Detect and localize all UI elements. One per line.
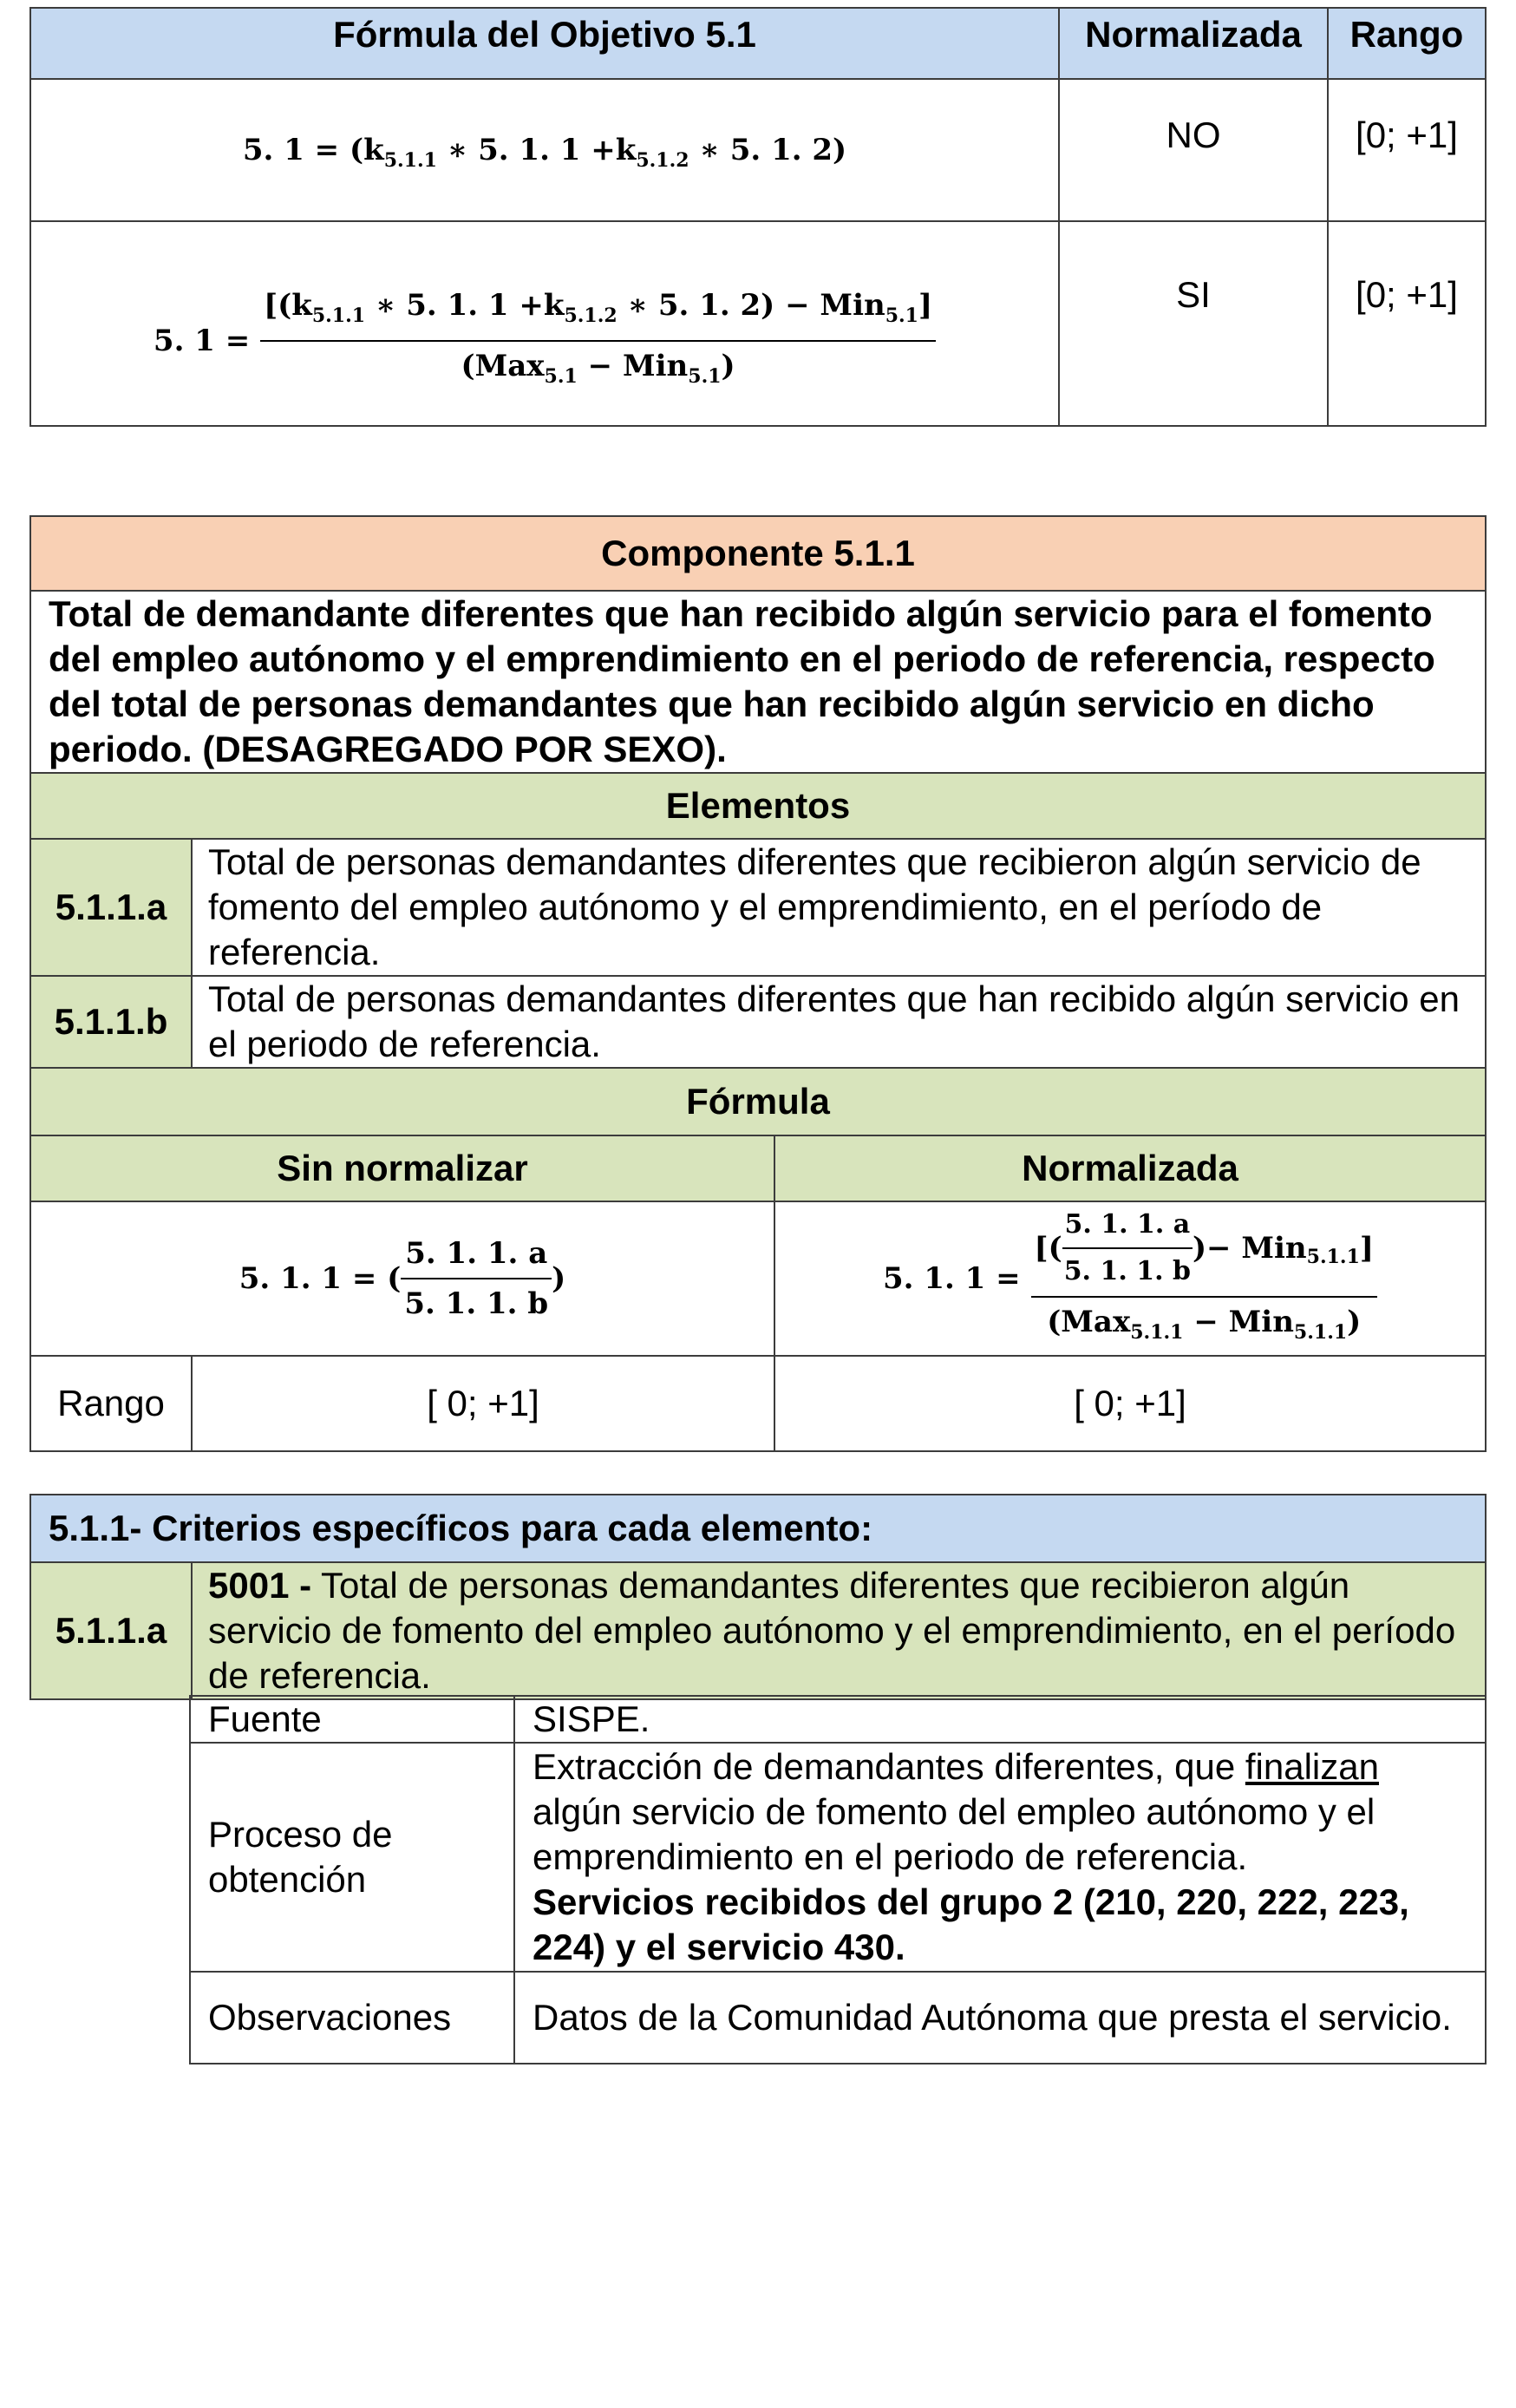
formula-normalized: 5. 1. 1 = [( $\frac{5. 1. 1. a}{5. 1. 1. b}$ )− Min$_{5.1.1}$] (Max$_{5.1.1}$ − Min$_{5.1.1}$) [774, 1201, 1486, 1356]
formula-unnormalized: 5. $1 = (k_{5.1.1}$ ∗ 5. 1. $1 +k_{5.1.2}$ ∗ 5. 1. 2) [30, 79, 1059, 221]
normalized-value: SI [1059, 221, 1328, 426]
fuente-value: SISPE. [514, 1696, 1486, 1743]
normalized-value: NO [1059, 79, 1328, 221]
fuente-label: Fuente [190, 1696, 514, 1743]
header-range: Rango [1328, 8, 1486, 79]
formula-normalized: 5. 1 = $\frac{[(k_{5.1.1} ∗ 5. 1. 1 +k_{5.1.2} ∗ 5. 1. 2) - Min_{5.1}]}{(Max_{5.1} - Min_{5.1})}$ [30, 221, 1059, 426]
range-unnormalized: [ 0; +1] [192, 1356, 774, 1451]
col-normalized: Normalizada [774, 1135, 1486, 1201]
proceso-label: Proceso de obtención [190, 1743, 514, 1972]
criteria-header: 5.1.1- Criterios específicos para cada elemento: [30, 1495, 1486, 1562]
criteria-table [29, 1494, 1487, 1700]
element-text: Total de personas demandantes diferentes que han recibido algún servicio en el periodo de referencia. [192, 976, 1486, 1068]
range-value: [0; +1] [1328, 221, 1486, 426]
objective-formula-table [29, 7, 1487, 427]
range-value: [0; +1] [1328, 79, 1486, 221]
observaciones-label: Observaciones [190, 1972, 514, 2064]
range-label: Rango [30, 1356, 192, 1451]
element-code: 5.1.1.b [30, 976, 192, 1068]
element-code: 5.1.1.a [30, 839, 192, 976]
element-code: 5.1.1.a [30, 1562, 192, 1699]
element-text: Total de personas demandantes diferentes que recibieron algún servicio de fomento del empleo autónomo y el emprendimiento, en el período de referencia. [192, 839, 1486, 976]
observaciones-value: Datos de la Comunidad Autónoma que presta el servicio. [514, 1972, 1486, 2064]
component-title: Componente 5.1.1 [30, 516, 1486, 591]
elements-header: Elementos [30, 773, 1486, 839]
proceso-value: Extracción de demandantes diferentes, que finalizan algún servicio de fomento del empleo autónomo y el emprendimiento en el periodo de referencia. Servicios recibidos del grupo 2 (210, 220, 222, 223, 224) y el servicio 430. [514, 1743, 1486, 1972]
formula-header: Fórmula [30, 1068, 1486, 1135]
criteria-details-table [189, 1695, 1487, 2064]
component-description: Total de demandante diferentes que han recibido algún servicio para el fomento del empleo autónomo y el emprendimiento en el periodo de referencia, respecto del total de personas demandantes que han recibido algún servicio en dicho periodo. (DESAGREGADO POR SEXO). [30, 591, 1486, 773]
range-normalized: [ 0; +1] [774, 1356, 1486, 1451]
element-description: 5001 - Total de personas demandantes diferentes que recibieron algún servicio de fomento del empleo autónomo y el emprendimiento, en el período de referencia. [192, 1562, 1486, 1699]
col-unnormalized: Sin normalizar [30, 1135, 774, 1201]
formula-unnormalized: 5. 1. 1 = ( $\frac{5. 1. 1. a}{5. 1. 1. b}$ ) [30, 1201, 774, 1356]
header-normalized: Normalizada [1059, 8, 1328, 79]
header-formula: Fórmula del Objetivo 5.1 [30, 8, 1059, 79]
component-table [29, 515, 1487, 1452]
